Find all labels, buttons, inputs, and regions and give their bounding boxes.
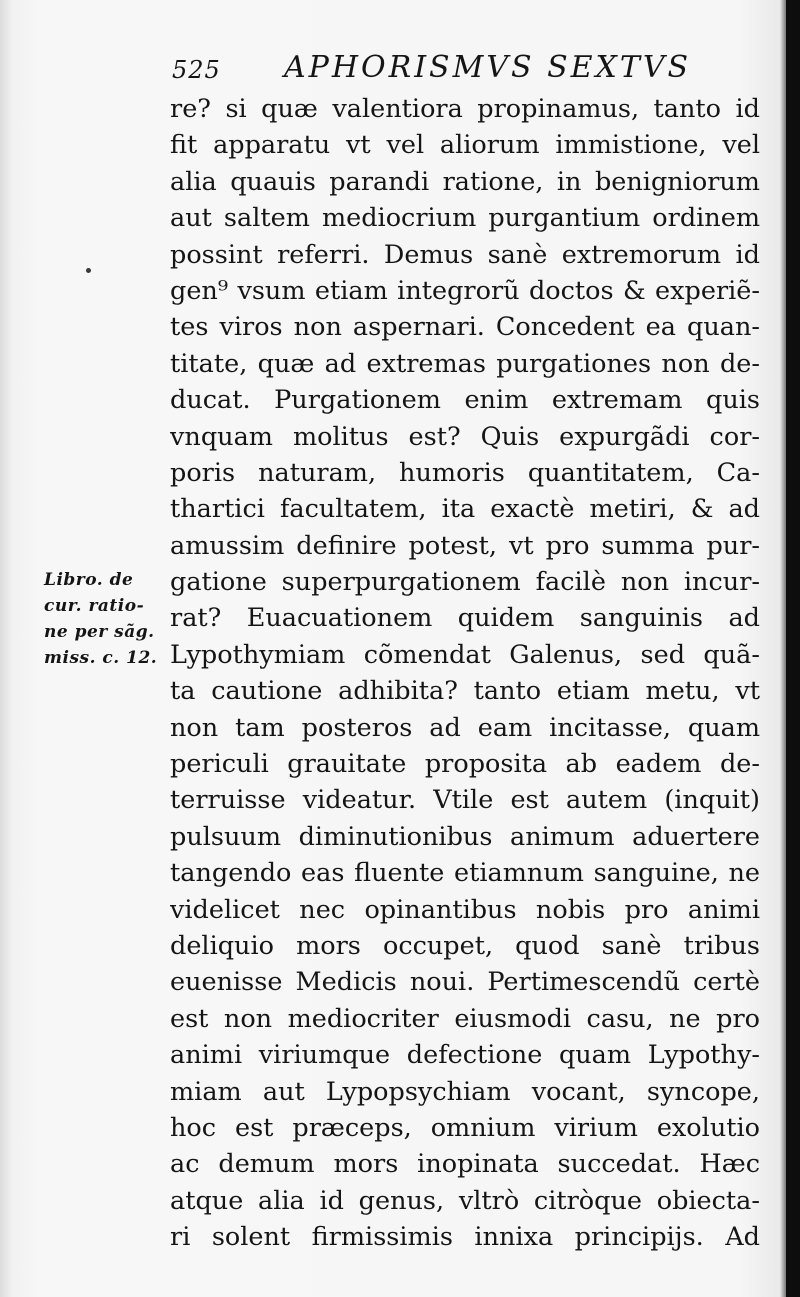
text-line: ducat. Purgationem enim extremam quis <box>170 385 760 416</box>
page-edge-shadow <box>786 0 800 1297</box>
text-line: miam aut Lypopsychiam vocant, syncope, <box>170 1076 760 1107</box>
text-line: possint referri. Demus sanè extremorum id <box>170 239 760 270</box>
body-text <box>170 91 770 1256</box>
text-line: non tam posteros ad eam incitasse, quam <box>170 712 760 743</box>
margin-note-line: Libro. de <box>44 570 134 590</box>
text-line: gatione superpurgationem facilè non incur- <box>170 567 760 598</box>
margin-note-line: cur. ratio- <box>44 596 145 616</box>
text-line: thartici facultatem, ita exactè metiri, & ad <box>170 494 760 525</box>
text-line: fit apparatu vt vel aliorum immistione, vel <box>170 130 760 161</box>
text-line: animi viriumque defectione quam Lypothy- <box>170 1040 760 1071</box>
text-line: tes viros non aspernari. Concedent ea quan- <box>170 312 760 343</box>
text-line: atque alia id genus, vltrò citròque obiecta- <box>170 1185 760 1216</box>
text-line: hoc est præceps, omnium virium exolutio <box>170 1112 760 1143</box>
margin-note-line: miss. c. 12. <box>44 648 158 668</box>
text-line: amussim definire potest, vt pro summa pur- <box>170 530 760 561</box>
text-line: Lypothymiam cõmendat Galenus, sed quã- <box>170 639 760 670</box>
text-line: periculi grauitate proposita ab eadem de- <box>170 749 760 780</box>
text-line: poris naturam, humoris quantitatem, Ca- <box>170 457 760 488</box>
ink-speck <box>86 268 91 273</box>
page-number: 525 <box>172 56 221 84</box>
margin-note <box>44 567 169 671</box>
margin-note-line: ne per sãg. <box>44 622 155 642</box>
text-line: rat? Euacuationem quidem sanguinis ad <box>170 603 760 634</box>
text-line: re? si quæ valentiora propinamus, tanto id <box>170 94 760 124</box>
running-head: APHORISMVS SEXTVS <box>284 50 692 85</box>
text-line: aut saltem mediocrium purgantium ordinem <box>170 203 760 234</box>
text-line: ac demum mors inopinata succedat. Hæc <box>170 1149 760 1180</box>
text-line: videlicet nec opinantibus nobis pro animi <box>170 894 760 925</box>
text-line: terruisse videatur. Vtile est autem (inquit) <box>170 785 760 816</box>
text-line: vnquam molitus est? Quis expurgãdi cor- <box>170 421 760 452</box>
text-line: titate, quæ ad extremas purgationes non de- <box>170 348 760 379</box>
text-line: est non mediocriter eiusmodi casu, ne pro <box>170 1003 760 1034</box>
text-line: deliquio mors occupet, quod sanè tribus <box>170 930 760 961</box>
text-line: gen⁹ vsum etiam integrorũ doctos & experiẽ- <box>170 275 760 306</box>
page-header <box>172 50 732 90</box>
text-line: pulsuum diminutionibus animum aduertere <box>170 821 760 852</box>
text-line: ri solent firmissimis innixa principijs. Ad <box>170 1222 760 1253</box>
text-line: euenisse Medicis noui. Pertimescendũ certè <box>170 967 760 998</box>
text-line: ta cautione adhibita? tanto etiam metu, vt <box>170 676 760 707</box>
text-line: tangendo eas fluente etiamnum sanguine, ne <box>170 858 760 889</box>
text-line: alia quauis parandi ratione, in benigniorum <box>170 166 760 197</box>
